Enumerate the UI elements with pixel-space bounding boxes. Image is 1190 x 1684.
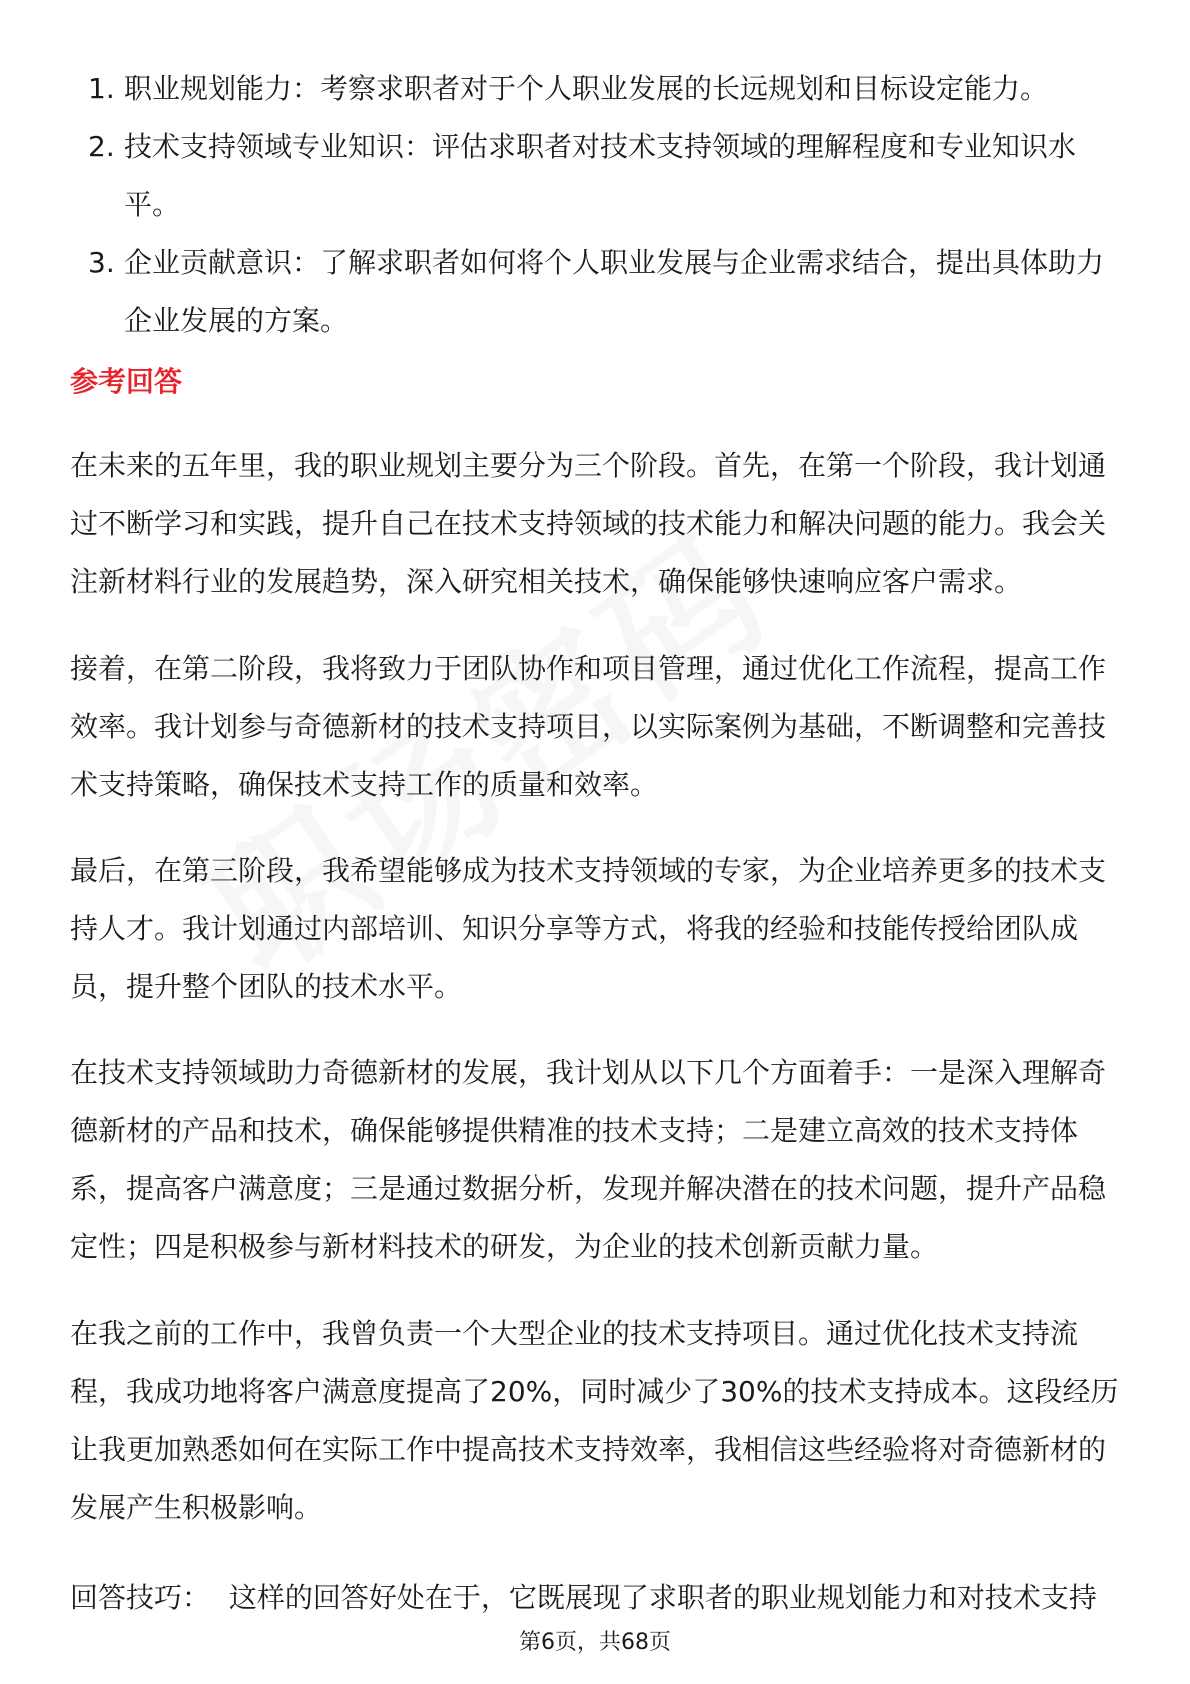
page-number: 第6页，共68页 <box>519 1630 671 1655</box>
answer-paragraph: 在技术支持领域助力奇德新材的发展，我计划从以下几个方面着手：一是深入理解奇德新材的产品和技术，确保能够提供精准的技术支持；二是建立高效的技术支持体系，提高客户满意度；三是通过数据分析，发现并解决潜在的技术问题，提升产品稳定性；四是积极参与新材料技术的研发，为企业的技术创新贡献力量。 <box>70 1056 1107 1263</box>
evaluation-criteria-list <box>70 60 1130 350</box>
answer-paragraph: 最后，在第三阶段，我希望能够成为技术支持领域的专家，为企业培养更多的技术支持人才。我计划通过内部培训、知识分享等方式，将我的经验和技能传授给团队成员，提升整个团队的技术水平。 <box>70 854 1107 1003</box>
tips-text: 这样的回答好处在于，它既展现了求职者的职业规划能力和对技术支持 <box>228 1581 1097 1614</box>
list-number: 3. <box>88 246 115 279</box>
list-item <box>70 234 1130 350</box>
list-number: 2. <box>88 130 115 163</box>
list-number: 1. <box>88 72 115 105</box>
list-text: 技术支持领域专业知识：评估求职者对技术支持领域的理解程度和专业知识水平。 <box>124 130 1077 221</box>
list-text: 职业规划能力：考察求职者对于个人职业发展的长远规划和目标设定能力。 <box>124 72 1049 105</box>
answer-tips <box>70 1578 1140 1618</box>
section-heading: 参考回答 <box>70 365 183 398</box>
answer-paragraph: 在我之前的工作中，我曾负责一个大型企业的技术支持项目。通过优化技术支持流程，我成功地将客户满意度提高了20%，同时减少了30%的技术支持成本。这段经历让我更加熟悉如何在实际工作中提高技术支持效率，我相信这些经验将对奇德新材的发展产生积极影响。 <box>70 1317 1119 1524</box>
list-item <box>70 60 1130 118</box>
answer-paragraph: 在未来的五年里，我的职业规划主要分为三个阶段。首先，在第一个阶段，我计划通过不断学习和实践，提升自己在技术支持领域的技术能力和解决问题的能力。我会关注新材料行业的发展趋势，深入研究相关技术，确保能够快速响应客户需求。 <box>70 449 1107 598</box>
list-item <box>70 118 1130 234</box>
tips-label: 回答技巧： <box>70 1581 211 1614</box>
answer-paragraph: 接着，在第二阶段，我将致力于团队协作和项目管理，通过优化工作流程，提高工作效率。我计划参与奇德新材的技术支持项目，以实际案例为基础，不断调整和完善技术支持策略，确保技术支持工作的质量和效率。 <box>70 652 1107 801</box>
list-text: 企业贡献意识：了解求职者如何将个人职业发展与企业需求结合，提出具体助力企业发展的方案。 <box>124 246 1105 337</box>
